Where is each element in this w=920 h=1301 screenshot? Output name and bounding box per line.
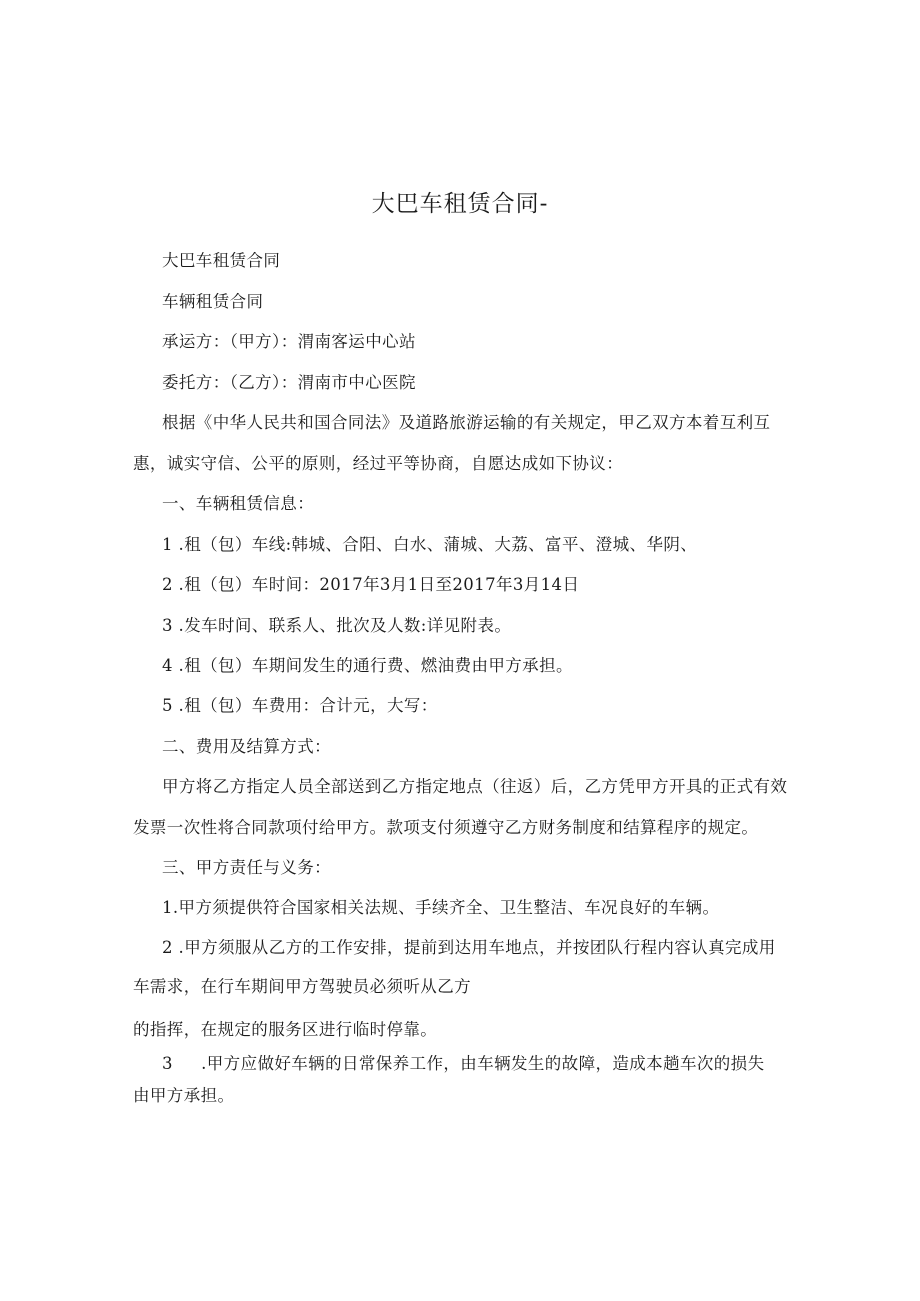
paragraph-preamble-line2: 惠，诚实守信、公平的原则，经过平等协商，自愿达成如下协议：: [133, 454, 624, 473]
section-heading-1: 一、车辆租赁信息：: [162, 494, 315, 513]
duty-item-2-line2: 车需求，在行车期间甲方驾驶员必须听从乙方: [133, 977, 471, 996]
document-title: 大巴车租赁合同-: [371, 191, 549, 217]
duty-item-1: 1.甲方须提供符合国家相关法规、手续齐全、卫生整洁、车况良好的车辆。: [162, 898, 720, 917]
list-item-2: 2 .租（包）车时间：2017年3月1日至2017年3月14日: [162, 575, 580, 594]
section-heading-3: 三、甲方责任与义务：: [162, 858, 331, 877]
paragraph-settlement-line2: 发票一次性将合同款项付给甲方。款项支付须遵守乙方财务制度和结算程序的规定。: [133, 818, 759, 837]
duty-item-3-line1: 3 .甲方应做好车辆的日常保养工作，由车辆发生的故障，造成本趟车次的损失: [162, 1054, 765, 1073]
paragraph-subtitle: 大巴车租赁合同: [162, 251, 281, 270]
paragraph-preamble-line1: 根据《中华人民共和国合同法》及道路旅游运输的有关规定，甲乙双方本着互利互: [162, 413, 771, 432]
list-item-1: 1 .租（包）车线:韩城、合阳、白水、蒲城、大荔、富平、澄城、华阴、: [162, 535, 698, 554]
paragraph-settlement-line1: 甲方将乙方指定人员全部送到乙方指定地点（往返）后，乙方凭甲方开具的正式有效: [162, 777, 788, 796]
duty-item-3-line2: 由甲方承担。: [133, 1086, 235, 1105]
duty-item-2-line1: 2 .甲方须服从乙方的工作安排，提前到达用车地点，并按团队行程内容认真完成用: [162, 938, 776, 957]
paragraph-contract-name: 车辆租赁合同: [162, 292, 264, 311]
duty-item-2-line3: 的指挥，在规定的服务区进行临时停靠。: [133, 1020, 438, 1039]
paragraph-party-a: 承运方：（甲方）：渭南客运中心站: [162, 332, 416, 351]
section-heading-2: 二、费用及结算方式：: [162, 737, 331, 756]
list-item-4: 4 .租（包）车期间发生的通行费、燃油费由甲方承担。: [162, 656, 573, 675]
list-item-5: 5 .租（包）车费用：合计元，大写：: [162, 696, 438, 715]
list-item-3: 3 .发车时间、联系人、批次及人数:详见附表。: [162, 616, 512, 635]
paragraph-party-b: 委托方：（乙方）：渭南市中心医院: [162, 373, 416, 392]
